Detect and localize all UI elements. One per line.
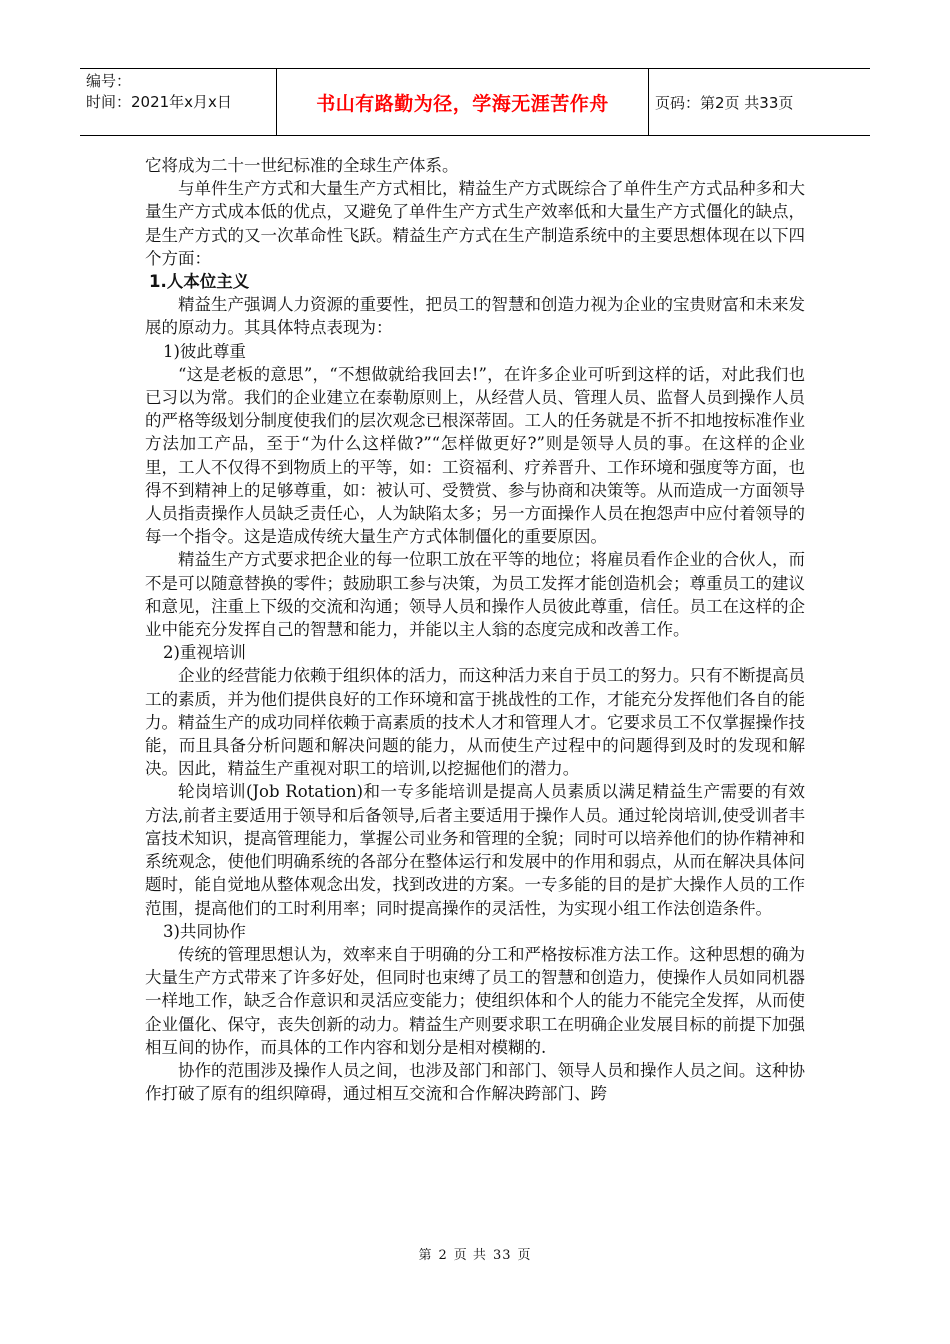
- footer-mid: 页 共: [453, 1248, 487, 1263]
- document-number-label: 编号：: [86, 72, 132, 90]
- header-page-info: 页码：第2页 共33页: [655, 93, 794, 112]
- paragraph: 与单件生产方式和大量生产方式相比，精益生产方式既综合了单件生产方式品种多和大量生产方式成本低的优点，又避免了单件生产方式生产效率低和大量生产方式僵化的缺点，是生产方式的又一次革命性飞跃。精益生产方式在生产制造系统中的主要思想体现在以下四个方面：: [145, 179, 805, 268]
- paragraph: “这是老板的意思”，“不想做就给我回去!”，在许多企业可听到这样的话，对此我们也已习以为常。我们的企业建立在泰勒原则上，从经营人员、管理人员、监督人员到操作人员的严格等级划分制度使我们的层次观念已根深蒂固。工人的任务就是不折不扣地按标准作业方法加工产品，至于“为什么这样做?”“怎样做更好?”则是领导人员的事。在这样的企业里，工人不仅得不到物质上的平等，如：工资福利、疗养晋升、工作环境和强度等方面，也得不到精神上的足够尊重，如：被认可、受赞赏、参与协商和决策等。从而造成一方面领导人员指责操作人员缺乏责任心，人为缺陷太多；另一方面操作人员在抱怨声中应付着领导的每一个指令。这是造成传统大量生产方式体制僵化的重要原因。: [145, 364, 805, 547]
- footer-suffix: 页: [517, 1248, 532, 1263]
- subsection-heading: 1)彼此尊重: [163, 341, 246, 361]
- paragraph: 传统的管理思想认为，效率来自于明确的分工和严格按标准方法工作。这种思想的确为大量生产方式带来了许多好处，但同时也束缚了员工的智慧和创造力，使操作人员如同机器一样地工作，缺乏合作意识和灵活应变能力；使组织体和个人的能力不能完全发挥，从而使企业僵化、保守，丧失创新的动力。精益生产则要求职工在明确企业发展目标的前提下加强相互间的协作，而具体的工作内容和划分是相对模糊的.: [145, 944, 805, 1057]
- paragraph: 精益生产强调人力资源的重要性，把员工的智慧和创造力视为企业的宝贵财富和未来发展的原动力。其具体特点表现为：: [145, 295, 805, 338]
- page-header: [80, 68, 870, 136]
- document-time-label: 时间：2021年x月x日: [86, 93, 232, 111]
- section-heading: 1.人本位主义: [149, 272, 250, 292]
- page-footer: [0, 1244, 950, 1263]
- footer-total-pages: 33: [492, 1248, 512, 1263]
- paragraph: 它将成为二十一世纪标准的全球生产体系。: [145, 156, 459, 175]
- document-body: [145, 154, 805, 1105]
- header-slogan: 书山有路勤为径，学海无涯苦作舟: [277, 69, 649, 135]
- paragraph: 精益生产方式要求把企业的每一位职工放在平等的地位；将雇员看作企业的合伙人，而不是可以随意替换的零件；鼓励职工参与决策，为员工发挥才能创造机会；尊重员工的建议和意见，注重上下级的交流和沟通；领导人员和操作人员彼此尊重，信任。员工在这样的企业中能充分发挥自己的智慧和能力，并能以主人翁的态度完成和改善工作。: [145, 550, 805, 640]
- footer-page-number: 2: [438, 1248, 448, 1263]
- paragraph: 企业的经营能力依赖于组织体的活力，而这种活力来自于员工的努力。只有不断提高员工的素质，并为他们提供良好的工作环境和富于挑战性的工作，才能充分发挥他们各自的能力。精益生产的成功同样依赖于高素质的技术人才和管理人才。它要求员工不仅掌握操作技能，而且具备分析问题和解决问题的能力，从而使生产过程中的问题得到及时的发现和解决。因此，精益生产重视对职工的培训,以挖掘他们的潜力。: [145, 666, 805, 779]
- paragraph: 轮岗培训(Job Rotation)和一专多能培训是提高人员素质以满足精益生产需要的有效方法,前者主要适用于领导和后备领导,后者主要适用于操作人员。通过轮岗培训,使受训者丰富技术知识，提高管理能力，掌握公司业务和管理的全貌；同时可以培养他们的协作精神和系统观念，使他们明确系统的各部分在整体运行和发展中的作用和弱点，从而在解决具体问题时，能自觉地从整体观念出发，找到改进的方案。一专多能的目的是扩大操作人员的工作范围，提高他们的工时利用率；同时提高操作的灵活性，为实现小组工作法创造条件。: [145, 782, 805, 918]
- footer-prefix: 第: [418, 1248, 433, 1263]
- subsection-heading: 2)重视培训: [163, 643, 246, 663]
- header-meta: [80, 69, 277, 135]
- paragraph: 协作的范围涉及操作人员之间，也涉及部门和部门、领导人员和操作人员之间。这种协作打破了原有的组织障碍，通过相互交流和合作解决跨部门、跨: [145, 1060, 805, 1104]
- subsection-heading: 3)共同协作: [163, 921, 246, 941]
